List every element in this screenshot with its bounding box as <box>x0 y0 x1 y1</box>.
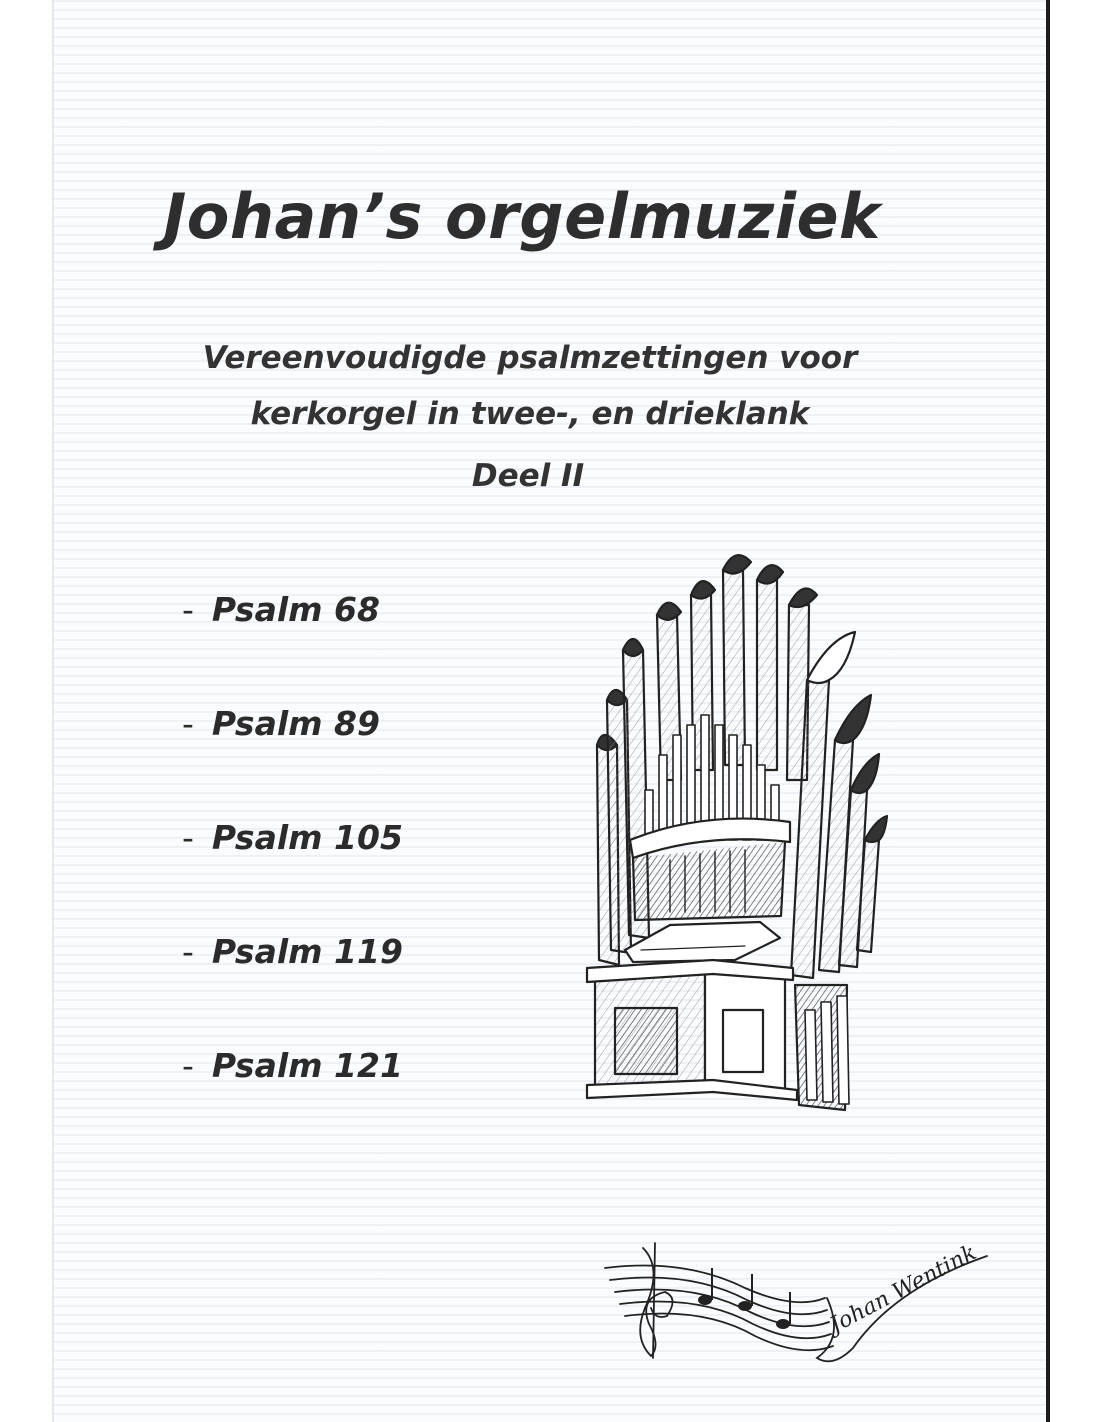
pipe-organ-drawing-icon <box>585 540 890 1115</box>
music-staff-signature-logo <box>595 1228 995 1368</box>
psalm-title: Psalm 68 <box>211 590 380 629</box>
psalm-title: Psalm 105 <box>211 818 403 857</box>
book-title: Johan’s orgelmuziek <box>163 179 881 253</box>
psalm-title: Psalm 119 <box>211 932 403 971</box>
volume-label: Deel II <box>471 458 585 494</box>
book-subtitle <box>0 330 1060 442</box>
list-item: - Psalm 89 <box>182 704 380 743</box>
list-item: - Psalm 105 <box>182 818 403 857</box>
subtitle-line-1: Vereenvoudigde psalmzettingen voor <box>202 340 858 376</box>
psalm-list <box>182 590 403 1160</box>
signature-text: Johan Wentink <box>826 1240 981 1339</box>
list-item: - Psalm 68 <box>182 590 380 629</box>
page-edge <box>1046 0 1050 1422</box>
list-item: - Psalm 119 <box>182 932 403 971</box>
psalm-title: Psalm 121 <box>211 1046 403 1085</box>
psalm-title: Psalm 89 <box>211 704 380 743</box>
list-item: - Psalm 121 <box>182 1046 403 1085</box>
subtitle-line-2: kerkorgel in twee-, en drieklank <box>250 396 810 432</box>
